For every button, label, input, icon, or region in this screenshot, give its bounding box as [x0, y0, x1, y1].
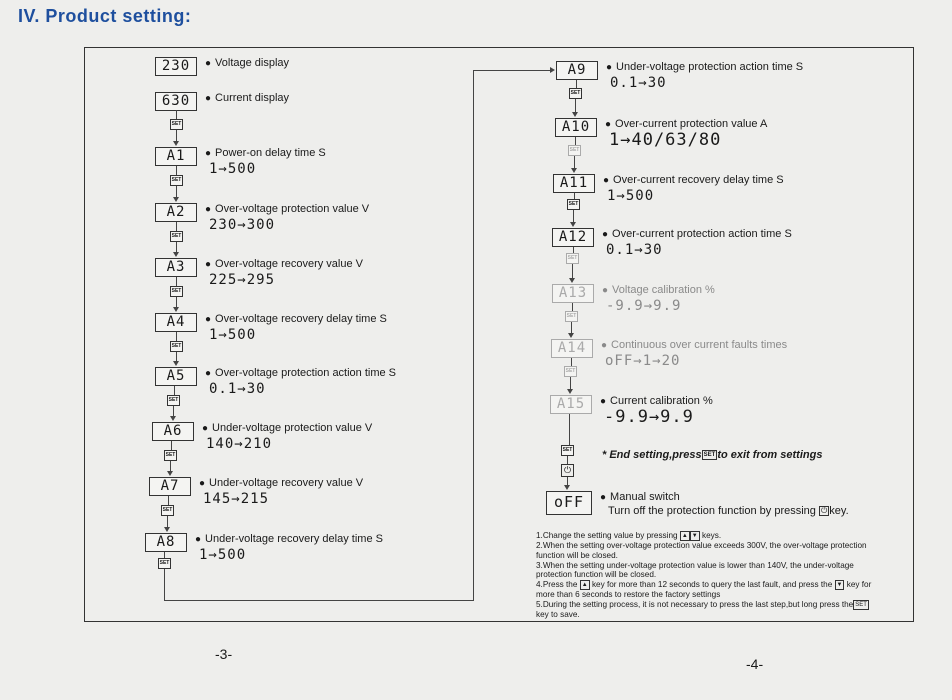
step-range: 1→500 — [209, 327, 257, 343]
set-key-icon: SET — [158, 558, 171, 569]
step-a7: A7 ● Under-voltage recovery value V 145→215 — [149, 477, 363, 506]
step-label: Power-on delay time S — [215, 147, 326, 159]
lcd-display: oFF — [546, 491, 592, 515]
step-a14: A14 ● Continuous over current faults times oFF→1→20 — [551, 339, 787, 368]
set-key-icon: SET — [568, 145, 581, 156]
lcd-display: A14 — [551, 339, 593, 358]
up-arrow-key-icon: ▲ — [581, 582, 588, 589]
step-range: 145→215 — [203, 491, 270, 507]
lcd-display: A8 — [145, 533, 187, 552]
power-key-icon: ⏻ — [820, 506, 828, 516]
step-a10: A10 ● Over-current protection value A 1→40/63/80 — [555, 118, 767, 147]
step-a6: A6 ● Under-voltage protection value V 140→210 — [152, 422, 372, 451]
lcd-display: A13 — [552, 284, 594, 303]
page-number-left: -3- — [215, 646, 233, 662]
step-label: Continuous over current faults times — [611, 339, 788, 351]
step-range: 140→210 — [206, 436, 273, 452]
set-key-icon: SET — [170, 286, 183, 297]
step-label: Current calibration % — [610, 395, 713, 407]
set-key-icon: SET — [566, 253, 579, 264]
step-a3: A3 ● Over-voltage recovery value V 225→295 — [155, 258, 363, 287]
lcd-display: 230 — [155, 57, 197, 76]
lcd-display: A1 — [155, 147, 197, 166]
lcd-display: A3 — [155, 258, 197, 277]
note-5: 5.During the setting process, it is not necessary to press the last step,but long press the SET key to save. — [536, 600, 867, 619]
lcd-display: A15 — [550, 395, 592, 414]
lcd-display: A12 — [552, 228, 594, 247]
step-label: Over-voltage protection action time S — [215, 367, 397, 379]
step-range: 230→300 — [209, 217, 276, 233]
note-1: 1.Change the setting value by pressing ▲ ▼ keys. — [536, 531, 722, 541]
step-label: Over-current protection value A — [615, 118, 768, 130]
page-number-right: -4- — [746, 656, 764, 672]
set-key-icon: SET — [164, 450, 177, 461]
step-manual-switch: oFF ● Manual switch Turn off the protection function by pressing ⏻ key. — [546, 491, 849, 518]
lcd-display: A2 — [155, 203, 197, 222]
step-label: Voltage calibration % — [612, 284, 715, 296]
set-key-icon: SET — [569, 88, 582, 99]
step-a1: A1 ● Power-on delay time S 1→500 — [155, 147, 326, 176]
lcd-display: A11 — [553, 174, 595, 193]
lcd-display: A9 — [556, 61, 598, 80]
step-a9: A9 ● Under-voltage protection action time S 0.1→30 — [556, 61, 803, 90]
step-label: Over-voltage recovery value V — [215, 258, 363, 270]
step-label: Over-current protection action time S — [612, 228, 792, 240]
set-key-icon: SET — [565, 311, 578, 322]
step-a13: A13 ● Voltage calibration % -9.9→9.9 — [552, 284, 715, 313]
lcd-display: A10 — [555, 118, 597, 137]
step-label: Under-voltage recovery delay time S — [205, 533, 383, 545]
end-setting-note: * End setting,press SET to exit from settings — [602, 449, 823, 461]
lcd-display: A4 — [155, 313, 197, 332]
set-key-icon: SET — [561, 445, 574, 456]
set-key-icon: SET — [167, 395, 180, 406]
step-label: Over-voltage recovery delay time S — [215, 313, 387, 325]
step-label: Over-current recovery delay time S — [613, 174, 784, 186]
step-range: 0.1→30 — [209, 381, 266, 397]
step-label: Over-voltage protection value V — [215, 203, 370, 215]
step-label: Under-voltage protection action time S — [616, 61, 804, 73]
step-voltage-display: 230 ● Voltage display — [155, 57, 289, 76]
set-key-icon: SET — [855, 601, 867, 608]
step-range: -9.9→9.9 — [604, 407, 694, 427]
set-key-icon: SET — [567, 199, 580, 210]
set-key-icon: SET — [703, 452, 716, 459]
lcd-display: A5 — [155, 367, 197, 386]
set-key-icon: SET — [564, 366, 577, 377]
manual-title: Manual switch — [610, 491, 680, 503]
step-range: 1→40/63/80 — [609, 130, 722, 150]
step-range: 1→500 — [199, 547, 247, 563]
section-heading: IV. Product setting: — [18, 6, 192, 26]
power-key-icon: ⏻ — [561, 464, 574, 477]
set-key-icon: SET — [170, 231, 183, 242]
set-key-icon: SET — [170, 119, 183, 130]
step-range: 0.1→30 — [610, 75, 667, 91]
step-range: oFF→1→20 — [605, 353, 681, 369]
step-a15: A15 ● Current calibration % -9.9→9.9 — [550, 395, 713, 424]
step-range: 1→500 — [209, 161, 257, 177]
step-a5: A5 ● Over-voltage protection action time S 0.1→30 — [155, 367, 396, 396]
note-3: 3.When the setting under-voltage protection value is lower than 140V, the under-voltage protection function will be closed. — [536, 560, 854, 580]
lcd-display: A6 — [152, 422, 194, 441]
step-a8: A8 ● Under-voltage recovery delay time S 1→500 — [145, 533, 383, 562]
step-range: 0.1→30 — [606, 242, 663, 258]
down-arrow-key-icon: ▼ — [691, 533, 698, 539]
step-range: 225→295 — [209, 272, 276, 288]
up-arrow-key-icon: ▲ — [681, 533, 688, 539]
step-a2: A2 ● Over-voltage protection value V 230→300 — [155, 203, 369, 232]
step-range: -9.9→9.9 — [606, 298, 682, 314]
step-a4: A4 ● Over-voltage recovery delay time S 1→500 — [155, 313, 387, 342]
down-arrow-key-icon: ▼ — [836, 582, 843, 589]
set-key-icon: SET — [170, 175, 183, 186]
step-current-display: 630 ● Current display — [155, 92, 289, 111]
step-label: Current display — [215, 92, 290, 104]
set-key-icon: SET — [170, 341, 183, 352]
lcd-display: 630 — [155, 92, 197, 111]
set-key-icon: SET — [161, 505, 174, 516]
notes-list — [536, 531, 881, 620]
note-2: 2.When the setting over-voltage protection value exceeds 300V, the over-voltage protection function will be closed. — [536, 541, 867, 560]
step-range: 1→500 — [607, 188, 655, 204]
note-4: 4.Press the ▲ key for more than 12 seconds to query the last fault, and press the ▼ key for more than 6 seconds to restore the factory settings — [536, 580, 872, 600]
step-label: Under-voltage protection value V — [212, 422, 373, 434]
manual-description: Turn off the protection function by pressing — [608, 505, 816, 517]
step-label: Voltage display — [215, 57, 290, 69]
step-a11: A11 ● Over-current recovery delay time S 1→500 — [553, 174, 784, 203]
lcd-display: A7 — [149, 477, 191, 496]
step-a12: A12 ● Over-current protection action time S 0.1→30 — [552, 228, 792, 257]
step-label: Under-voltage recovery value V — [209, 477, 364, 489]
